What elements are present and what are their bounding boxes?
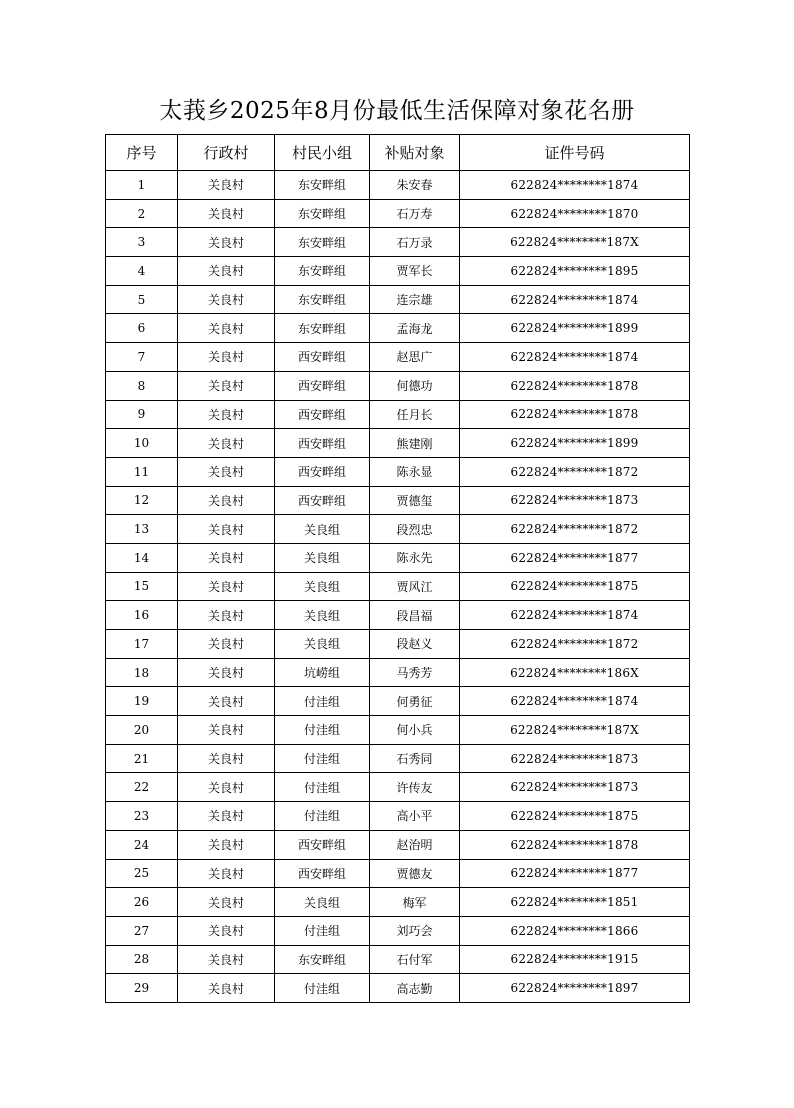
cell-name: 贾德友 xyxy=(370,859,460,888)
cell-group: 关良组 xyxy=(275,572,370,601)
cell-name: 石付军 xyxy=(370,945,460,974)
cell-village: 关良村 xyxy=(178,429,275,458)
cell-seq: 10 xyxy=(106,429,178,458)
cell-seq: 11 xyxy=(106,457,178,486)
header-group: 村民小组 xyxy=(275,135,370,171)
cell-id-number: 622824********187X xyxy=(460,716,690,745)
roster-body xyxy=(106,171,690,1003)
cell-group: 付洼组 xyxy=(275,687,370,716)
cell-name: 赵治明 xyxy=(370,830,460,859)
header-village: 行政村 xyxy=(178,135,275,171)
cell-village: 关良村 xyxy=(178,228,275,257)
header-name: 补贴对象 xyxy=(370,135,460,171)
table-row xyxy=(106,601,690,630)
cell-name: 连宗雄 xyxy=(370,285,460,314)
cell-group: 付洼组 xyxy=(275,716,370,745)
cell-name: 段昌福 xyxy=(370,601,460,630)
cell-group: 付洼组 xyxy=(275,916,370,945)
cell-name: 陈永显 xyxy=(370,457,460,486)
cell-seq: 7 xyxy=(106,343,178,372)
cell-name: 段赵义 xyxy=(370,630,460,659)
cell-id-number: 622824********1873 xyxy=(460,744,690,773)
cell-village: 关良村 xyxy=(178,830,275,859)
cell-seq: 21 xyxy=(106,744,178,773)
cell-name: 何德功 xyxy=(370,371,460,400)
cell-group: 付洼组 xyxy=(275,974,370,1003)
cell-name: 高小平 xyxy=(370,802,460,831)
cell-village: 关良村 xyxy=(178,199,275,228)
table-row xyxy=(106,945,690,974)
cell-village: 关良村 xyxy=(178,257,275,286)
cell-group: 东安畔组 xyxy=(275,945,370,974)
cell-village: 关良村 xyxy=(178,630,275,659)
cell-id-number: 622824********1872 xyxy=(460,515,690,544)
cell-group: 西安畔组 xyxy=(275,429,370,458)
cell-name: 马秀芳 xyxy=(370,658,460,687)
cell-seq: 24 xyxy=(106,830,178,859)
table-row xyxy=(106,543,690,572)
cell-id-number: 622824********1873 xyxy=(460,773,690,802)
cell-seq: 12 xyxy=(106,486,178,515)
cell-id-number: 622824********1874 xyxy=(460,601,690,630)
cell-village: 关良村 xyxy=(178,744,275,773)
cell-village: 关良村 xyxy=(178,171,275,200)
cell-seq: 29 xyxy=(106,974,178,1003)
cell-village: 关良村 xyxy=(178,716,275,745)
table-row xyxy=(106,658,690,687)
cell-group: 西安畔组 xyxy=(275,859,370,888)
cell-group: 东安畔组 xyxy=(275,171,370,200)
cell-seq: 27 xyxy=(106,916,178,945)
cell-name: 梅军 xyxy=(370,888,460,917)
cell-village: 关良村 xyxy=(178,773,275,802)
cell-seq: 4 xyxy=(106,257,178,286)
table-row xyxy=(106,486,690,515)
table-row xyxy=(106,830,690,859)
cell-name: 段烈忠 xyxy=(370,515,460,544)
cell-id-number: 622824********187X xyxy=(460,228,690,257)
cell-seq: 26 xyxy=(106,888,178,917)
cell-name: 石秀同 xyxy=(370,744,460,773)
cell-group: 付洼组 xyxy=(275,802,370,831)
table-row xyxy=(106,773,690,802)
cell-seq: 3 xyxy=(106,228,178,257)
cell-seq: 9 xyxy=(106,400,178,429)
cell-id-number: 622824********1878 xyxy=(460,830,690,859)
table-row xyxy=(106,572,690,601)
cell-id-number: 622824********1874 xyxy=(460,285,690,314)
cell-group: 付洼组 xyxy=(275,773,370,802)
cell-id-number: 622824********1895 xyxy=(460,257,690,286)
table-row xyxy=(106,429,690,458)
cell-id-number: 622824********1878 xyxy=(460,400,690,429)
cell-group: 东安畔组 xyxy=(275,257,370,286)
cell-village: 关良村 xyxy=(178,974,275,1003)
cell-name: 何小兵 xyxy=(370,716,460,745)
cell-id-number: 622824********1873 xyxy=(460,486,690,515)
cell-village: 关良村 xyxy=(178,486,275,515)
cell-id-number: 622824********1877 xyxy=(460,543,690,572)
cell-village: 关良村 xyxy=(178,285,275,314)
cell-id-number: 622824********1899 xyxy=(460,314,690,343)
cell-name: 高志勤 xyxy=(370,974,460,1003)
cell-seq: 23 xyxy=(106,802,178,831)
cell-id-number: 622824********1915 xyxy=(460,945,690,974)
cell-seq: 25 xyxy=(106,859,178,888)
cell-group: 西安畔组 xyxy=(275,457,370,486)
cell-group: 关良组 xyxy=(275,888,370,917)
cell-village: 关良村 xyxy=(178,687,275,716)
cell-id-number: 622824********1872 xyxy=(460,630,690,659)
cell-village: 关良村 xyxy=(178,400,275,429)
header-id-number: 证件号码 xyxy=(460,135,690,171)
cell-name: 熊建刚 xyxy=(370,429,460,458)
cell-group: 坑崂组 xyxy=(275,658,370,687)
table-row xyxy=(106,515,690,544)
cell-village: 关良村 xyxy=(178,916,275,945)
table-row xyxy=(106,457,690,486)
cell-group: 西安畔组 xyxy=(275,371,370,400)
cell-id-number: 622824********1870 xyxy=(460,199,690,228)
cell-group: 东安畔组 xyxy=(275,199,370,228)
cell-group: 关良组 xyxy=(275,601,370,630)
cell-group: 东安畔组 xyxy=(275,314,370,343)
cell-id-number: 622824********1872 xyxy=(460,457,690,486)
table-row xyxy=(106,199,690,228)
cell-name: 石万寿 xyxy=(370,199,460,228)
cell-group: 西安畔组 xyxy=(275,486,370,515)
cell-seq: 18 xyxy=(106,658,178,687)
cell-group: 关良组 xyxy=(275,543,370,572)
cell-seq: 19 xyxy=(106,687,178,716)
cell-village: 关良村 xyxy=(178,371,275,400)
cell-seq: 13 xyxy=(106,515,178,544)
cell-name: 孟海龙 xyxy=(370,314,460,343)
cell-village: 关良村 xyxy=(178,859,275,888)
cell-seq: 22 xyxy=(106,773,178,802)
cell-village: 关良村 xyxy=(178,515,275,544)
cell-name: 石万录 xyxy=(370,228,460,257)
cell-name: 任月长 xyxy=(370,400,460,429)
cell-village: 关良村 xyxy=(178,658,275,687)
cell-group: 东安畔组 xyxy=(275,285,370,314)
cell-village: 关良村 xyxy=(178,457,275,486)
cell-name: 陈永先 xyxy=(370,543,460,572)
table-row xyxy=(106,228,690,257)
table-row xyxy=(106,888,690,917)
table-row xyxy=(106,744,690,773)
cell-id-number: 622824********1878 xyxy=(460,371,690,400)
table-row xyxy=(106,343,690,372)
cell-seq: 6 xyxy=(106,314,178,343)
page-title: 太莪乡2025年8月份最低生活保障对象花名册 xyxy=(159,98,635,124)
cell-id-number: 622824********186X xyxy=(460,658,690,687)
cell-name: 赵思广 xyxy=(370,343,460,372)
cell-village: 关良村 xyxy=(178,314,275,343)
cell-village: 关良村 xyxy=(178,802,275,831)
cell-seq: 2 xyxy=(106,199,178,228)
cell-group: 关良组 xyxy=(275,630,370,659)
cell-id-number: 622824********1866 xyxy=(460,916,690,945)
cell-name: 何勇征 xyxy=(370,687,460,716)
cell-village: 关良村 xyxy=(178,888,275,917)
cell-name: 贾军长 xyxy=(370,257,460,286)
cell-seq: 17 xyxy=(106,630,178,659)
cell-seq: 14 xyxy=(106,543,178,572)
cell-name: 许传友 xyxy=(370,773,460,802)
header-seq: 序号 xyxy=(106,135,178,171)
cell-id-number: 622824********1899 xyxy=(460,429,690,458)
cell-name: 朱安春 xyxy=(370,171,460,200)
cell-village: 关良村 xyxy=(178,572,275,601)
cell-id-number: 622824********1897 xyxy=(460,974,690,1003)
cell-seq: 16 xyxy=(106,601,178,630)
table-row xyxy=(106,802,690,831)
cell-id-number: 622824********1875 xyxy=(460,802,690,831)
header-row xyxy=(106,135,690,171)
table-row xyxy=(106,974,690,1003)
cell-id-number: 622824********1874 xyxy=(460,343,690,372)
cell-group: 付洼组 xyxy=(275,744,370,773)
cell-seq: 28 xyxy=(106,945,178,974)
cell-group: 关良组 xyxy=(275,515,370,544)
cell-id-number: 622824********1877 xyxy=(460,859,690,888)
cell-seq: 1 xyxy=(106,171,178,200)
cell-group: 东安畔组 xyxy=(275,228,370,257)
cell-id-number: 622824********1874 xyxy=(460,171,690,200)
cell-name: 贾德玺 xyxy=(370,486,460,515)
table-row xyxy=(106,687,690,716)
table-row xyxy=(106,859,690,888)
cell-seq: 20 xyxy=(106,716,178,745)
table-row xyxy=(106,171,690,200)
cell-id-number: 622824********1874 xyxy=(460,687,690,716)
table-row xyxy=(106,400,690,429)
cell-name: 贾风江 xyxy=(370,572,460,601)
cell-seq: 5 xyxy=(106,285,178,314)
table-row xyxy=(106,916,690,945)
table-row xyxy=(106,630,690,659)
cell-village: 关良村 xyxy=(178,945,275,974)
cell-village: 关良村 xyxy=(178,601,275,630)
table-row xyxy=(106,371,690,400)
cell-name: 刘巧会 xyxy=(370,916,460,945)
roster-table xyxy=(105,134,690,1003)
cell-village: 关良村 xyxy=(178,343,275,372)
cell-group: 西安畔组 xyxy=(275,343,370,372)
cell-seq: 15 xyxy=(106,572,178,601)
table-row xyxy=(106,716,690,745)
cell-id-number: 622824********1875 xyxy=(460,572,690,601)
table-row xyxy=(106,314,690,343)
cell-seq: 8 xyxy=(106,371,178,400)
table-row xyxy=(106,285,690,314)
cell-village: 关良村 xyxy=(178,543,275,572)
cell-group: 西安畔组 xyxy=(275,400,370,429)
table-row xyxy=(106,257,690,286)
cell-group: 西安畔组 xyxy=(275,830,370,859)
cell-id-number: 622824********1851 xyxy=(460,888,690,917)
